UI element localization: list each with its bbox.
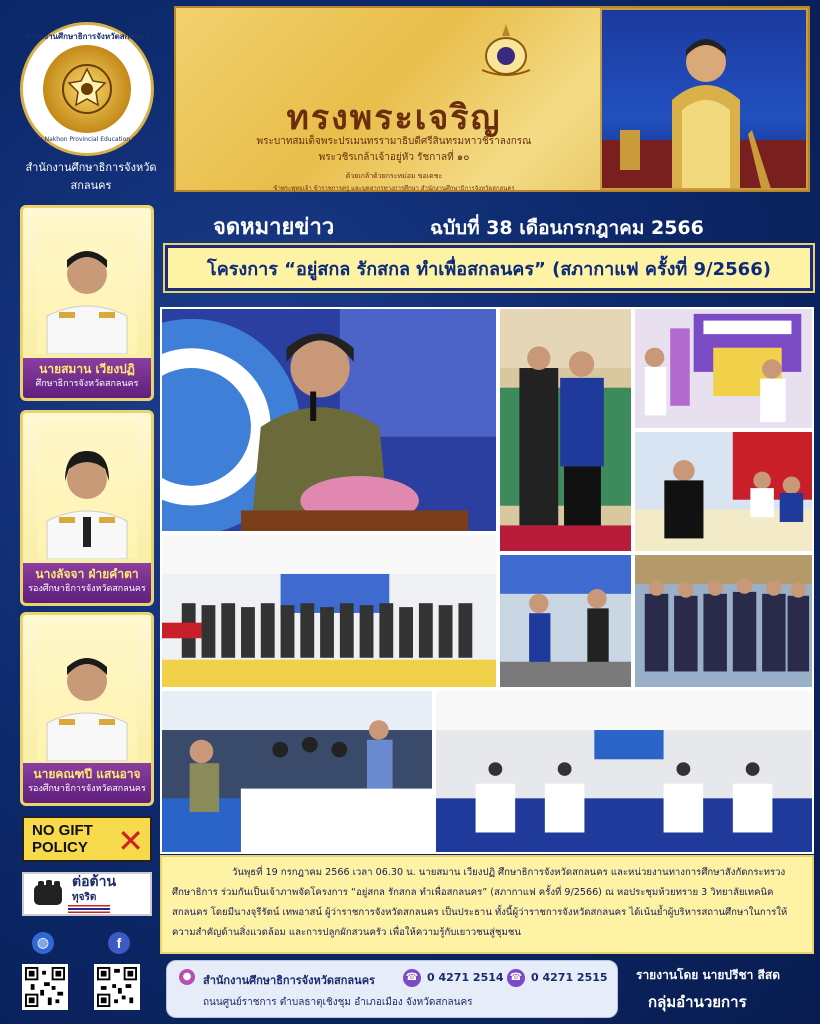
contact-org: สำนักงานศึกษาธิการจังหวัดสกลนคร: [203, 974, 375, 987]
executive-name: นางลัจจา ฝ่ายคำตา: [35, 567, 139, 581]
contact-phone-2[interactable]: 0 4271 2515: [531, 971, 608, 984]
anti-line-2: ทุจริต: [72, 892, 97, 903]
executive-card-2: [20, 410, 154, 606]
qr-code-facebook[interactable]: [94, 964, 140, 1010]
qr-code-website[interactable]: [22, 964, 68, 1010]
contact-box: [166, 960, 618, 1018]
nogift-line-1: NO GIFT: [32, 822, 93, 839]
gift-cross-icon: ✕: [117, 822, 144, 860]
executive-name: นายคณฑปี แสนอาจ: [33, 767, 141, 781]
royal-emblem-icon: [476, 22, 536, 78]
photo-speaker: [160, 307, 498, 533]
contact-phone-1[interactable]: 0 4271 2514: [427, 971, 504, 984]
executive-name-bar: [23, 763, 151, 803]
phone-icon: ☎: [403, 969, 421, 987]
office-name: สำนักงานศึกษาธิการจังหวัดสกลนคร: [25, 162, 157, 192]
contact-address: ถนนศูนย์ราชการ ตำบลธาตุเชิงชุม อำเภอเมือง จังหวัดสกลนคร: [203, 997, 473, 1008]
executive-card-3: [20, 612, 154, 806]
issue-info: ฉบับที่ 38 เดือนกรกฎาคม 2566: [430, 217, 704, 239]
banner-title: ทรงพระเจริญ: [286, 98, 502, 138]
photo-audience: [498, 553, 633, 689]
banner-line-1: พระบาทสมเด็จพระปรเมนทรรามาธิบดีศรีสินทรมหาวชิราลงกรณ: [256, 136, 532, 147]
banner-line-2: พระวชิรเกล้าเจ้าอยู่หัว รัชกาลที่ ๑๐: [318, 152, 470, 163]
thai-flag-icon: [68, 905, 110, 913]
qr-code-icon: [25, 967, 65, 1007]
executive-photo: [37, 623, 137, 761]
report-group: กลุ่มอำนวยการ: [648, 993, 747, 1011]
logo-ring-bottom-text: Sakon Nakhon Provincial Education Office: [24, 136, 150, 143]
nogift-line-2: POLICY: [32, 839, 88, 856]
executive-role: รองศึกษาธิการจังหวัดสกลนคร: [28, 784, 146, 794]
executive-name-bar: [23, 358, 151, 398]
fax-icon: ☎: [507, 969, 525, 987]
executive-name: นายสมาน เวียงปฏิ: [39, 362, 135, 376]
photo-breakfast-tables: [160, 689, 434, 854]
banner-line-3: ด้วยเกล้าด้วยกระหม่อม ขอเดชะ: [345, 172, 443, 180]
logo-emblem-icon: [43, 45, 131, 133]
photo-women-group: [633, 553, 814, 689]
qr-code-icon: [97, 967, 137, 1007]
executive-role: รองศึกษาธิการจังหวัดสกลนคร: [28, 584, 146, 594]
photo-registration: [633, 430, 814, 553]
banner-line-4: ข้าพระพุทธเจ้า ข้าราชการครู และบุคลากรทางการศึกษา สำนักงานศึกษาธิการจังหวัดสกลนคร: [273, 185, 515, 192]
newsletter-title: จดหมายข่าว: [213, 215, 335, 240]
photo-group-stage: [160, 533, 498, 689]
no-gift-policy-badge[interactable]: [22, 816, 152, 862]
fist-icon: [30, 877, 66, 911]
globe-icon[interactable]: ◍: [32, 932, 54, 954]
project-title-box: [165, 245, 813, 291]
report-by: รายงานโดย นายปรีชา สีสด: [636, 968, 780, 982]
executive-photo: [37, 421, 137, 559]
anti-corruption-badge[interactable]: [22, 872, 152, 916]
photo-presenters: [498, 307, 633, 553]
photo-exhibit: [633, 307, 814, 430]
location-pin-icon: ●: [179, 969, 195, 985]
executive-name-bar: [23, 563, 151, 603]
facebook-icon[interactable]: f: [108, 932, 130, 954]
photo-hall-wide: [434, 689, 814, 854]
news-description: วันพุธที่ 19 กรกฎาคม 2566 เวลา 06.30 น. นายสมาน เวียงปฏิ ศึกษาธิการจังหวัดสกลนคร และหน่วยงานทางการศึกษาสังกัดกระทรวงศึกษาธิการ ร่วมกันเป็นเจ้าภาพจัดโครงการ “อยู่สกล รักสกล ทำเพื่อสกลนคร” (สภากาแฟ ครั้งที่ 9/2566) ณ หอประชุมห้วยทราย 3 วิทยาลัยเทคนิคสกลนคร โดยมีนางจุรีรัตน์ เทพอาสน์ ผู้ว่าราชการจังหวัดสกลนคร เป็นประธาน ทั้งนี้ผู้ว่าราชการจังหวัดสกลนคร ได้เน้นย้ำผู้บริหารสถานศึกษาในการให้ความสำคัญด้านสิ่งแวดล้อม และการปลูกผักสวนครัว เพื่อให้ความรู้กับเยาวชนสู่ชุมชน: [160, 855, 814, 954]
project-title: โครงการ “อยู่สกล รักสกล ทำเพื่อสกลนคร” (สภากาแฟ ครั้งที่ 9/2566): [207, 258, 771, 280]
executive-card-1: [20, 205, 154, 401]
executive-photo: [37, 216, 137, 354]
executive-role: ศึกษาธิการจังหวัดสกลนคร: [35, 379, 139, 389]
king-portrait: [600, 8, 808, 190]
anti-line-1: ต่อต้าน: [72, 874, 117, 890]
logo-ring-top-text: สำนักงานศึกษาธิการจังหวัดสกลนคร: [24, 32, 150, 41]
